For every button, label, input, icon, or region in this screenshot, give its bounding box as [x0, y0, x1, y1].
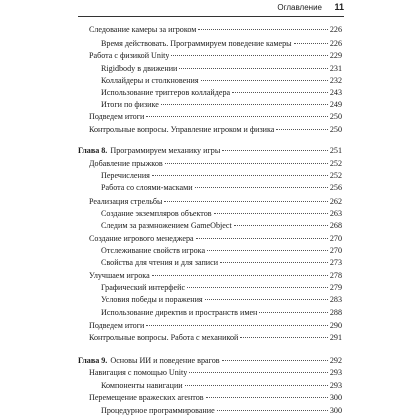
entry-title-text: Контрольные вопросы. Управление игроком и физика: [89, 125, 275, 134]
dot-leader: [171, 55, 327, 56]
toc-entry: [89, 50, 342, 62]
dot-leader: [222, 360, 328, 361]
entry-title-text: Графический интерфейс: [101, 283, 186, 292]
entry-title-text: Работа со слоями-масками: [101, 183, 193, 192]
header-page-number: 11: [334, 2, 344, 12]
entry-title-text: Реализация стрельбы: [89, 197, 163, 206]
toc-entry-title: [89, 124, 274, 136]
toc-entry-title: [101, 38, 292, 50]
toc-entry: [101, 75, 342, 87]
toc-entry-title: [101, 282, 185, 294]
toc-chapter-entry: [78, 355, 342, 367]
entry-title-text: Основы ИИ и поведение врагов: [110, 356, 220, 365]
dot-leader: [189, 372, 328, 373]
toc-entry: [89, 367, 342, 379]
dot-leader: [217, 410, 328, 411]
toc-entry-title: [101, 220, 232, 232]
dot-leader: [164, 201, 327, 202]
toc-entry-page: 243: [329, 88, 342, 97]
toc-entry-title: [101, 87, 230, 99]
toc-entry-title: [101, 245, 205, 257]
toc-entry: [101, 208, 342, 220]
entry-title-text: Программируем механику игры: [110, 146, 221, 155]
page-header: [78, 0, 344, 17]
toc-entry: [101, 294, 342, 306]
toc-entry-title: [101, 405, 215, 417]
dot-leader: [276, 129, 327, 130]
dot-leader: [187, 287, 328, 288]
toc-entry-title: [101, 63, 177, 75]
dot-leader: [207, 250, 328, 251]
toc-entry: [101, 245, 342, 257]
toc-entry: [101, 282, 342, 294]
toc-entry-title: [78, 145, 220, 157]
entry-title-text: Время действовать. Программируем поведение камеры: [101, 39, 292, 48]
dot-leader: [146, 116, 328, 117]
toc-entry-page: 293: [329, 381, 342, 390]
toc-entry: [101, 257, 342, 269]
toc-entry-page: 290: [329, 321, 342, 330]
dot-leader: [161, 104, 328, 105]
chapter-label: Глава 8.: [78, 146, 108, 155]
toc-entry-title: [89, 111, 144, 123]
dot-leader: [205, 299, 328, 300]
toc-entry-page: 252: [329, 159, 342, 168]
entry-title-text: Создание игрового менеджера: [89, 234, 194, 243]
entry-title-text: Навигация с помощью Unity: [89, 368, 188, 377]
toc-entry: [89, 332, 342, 344]
toc-entry: [89, 196, 342, 208]
toc-entry: [89, 124, 342, 136]
toc-entry-page: 293: [329, 368, 342, 377]
dot-leader: [259, 312, 327, 313]
entry-title-text: Использование триггеров коллайдера: [101, 88, 231, 97]
toc-chapter-entry: [78, 145, 342, 157]
toc-entry: [101, 170, 342, 182]
dot-leader: [294, 43, 328, 44]
entry-title-text: Перечисления: [101, 171, 150, 180]
toc-entry-page: 300: [329, 393, 342, 402]
dot-leader: [222, 150, 328, 151]
dot-leader: [201, 80, 328, 81]
dot-leader: [232, 92, 328, 93]
entry-title-text: Работа с физикой Unity: [89, 51, 170, 60]
toc-entry-title: [89, 270, 150, 282]
toc-entry-title: [101, 99, 159, 111]
toc-entry: [101, 38, 342, 50]
dot-leader: [179, 68, 327, 69]
toc-entry-title: [89, 233, 194, 245]
toc-entry-title: [89, 24, 196, 36]
dot-leader: [146, 325, 328, 326]
toc-entry-page: 226: [329, 25, 342, 34]
toc-entry: [101, 405, 342, 417]
toc-entry-page: 273: [329, 258, 342, 267]
toc-entry-title: [89, 320, 144, 332]
entry-title-text: Процедурное программирование: [101, 406, 215, 415]
toc-entry-page: 283: [329, 295, 342, 304]
entry-title-text: Условия победы и поражения: [101, 295, 203, 304]
entry-title-text: Создание экземпляров объектов: [101, 209, 212, 218]
toc-entry: [101, 87, 342, 99]
dot-leader: [152, 275, 328, 276]
toc-entry-title: [101, 294, 203, 306]
toc-entry: [101, 307, 342, 319]
dot-leader: [165, 163, 328, 164]
toc-entry-page: 249: [329, 100, 342, 109]
toc-entry-title: [78, 355, 220, 367]
toc-entry-page: 263: [329, 209, 342, 218]
dot-leader: [240, 337, 328, 338]
toc-entry: [101, 220, 342, 232]
dot-leader: [234, 225, 328, 226]
toc-entry: [101, 380, 342, 392]
entry-title-text: Добавление прыжков: [89, 159, 163, 168]
toc-entry: [89, 270, 342, 282]
toc-entry: [89, 233, 342, 245]
entry-title-text: Подведем итоги: [89, 112, 145, 121]
entry-title-text: Коллайдеры и столкновения: [101, 76, 199, 85]
entry-title-text: Rigidbody в движении: [101, 64, 178, 73]
toc-entry-page: 250: [329, 112, 342, 121]
dot-leader: [206, 397, 328, 398]
toc-entry-page: 278: [329, 271, 342, 280]
toc-entry-title: [101, 182, 193, 194]
toc-entry-title: [101, 170, 150, 182]
dot-leader: [214, 213, 328, 214]
toc-entry-page: 231: [329, 64, 342, 73]
entry-title-text: Улучшаем игрока: [89, 271, 150, 280]
entry-title-text: Использование директив и пространств имен: [101, 308, 258, 317]
toc-entry-page: 256: [329, 183, 342, 192]
toc-entry: [89, 320, 342, 332]
entry-title-text: Перемещение вражеских агентов: [89, 393, 204, 402]
dot-leader: [152, 175, 328, 176]
chapter-label: Глава 9.: [78, 356, 108, 365]
toc-entry-title: [89, 332, 238, 344]
entry-title-text: Следование камеры за игроком: [89, 25, 197, 34]
dot-leader: [196, 238, 328, 239]
toc-entry-title: [89, 196, 162, 208]
toc-entry: [89, 392, 342, 404]
toc-entry-page: 270: [329, 234, 342, 243]
toc-entry-page: 229: [329, 51, 342, 60]
dot-leader: [220, 262, 328, 263]
toc-entry: [89, 158, 342, 170]
toc-entry-page: 232: [329, 76, 342, 85]
toc-entry-page: 300: [329, 406, 342, 415]
toc-entry-page: 262: [329, 197, 342, 206]
toc-entry-page: 292: [329, 356, 342, 365]
toc-entry-title: [89, 392, 204, 404]
entry-title-text: Итоги по физике: [101, 100, 159, 109]
toc-entry: [101, 99, 342, 111]
entry-title-text: Подведем итоги: [89, 321, 145, 330]
toc-entry-title: [89, 50, 169, 62]
entry-title-text: Компоненты навигации: [101, 381, 183, 390]
dot-leader: [198, 29, 327, 30]
toc-entry-page: 251: [329, 146, 342, 155]
toc-entry-title: [101, 75, 199, 87]
toc-entry: [101, 63, 342, 75]
toc-entry-page: 270: [329, 246, 342, 255]
toc-entry-title: [101, 307, 257, 319]
toc-entry-page: 291: [329, 333, 342, 342]
entry-title-text: Отслеживание свойств игрока: [101, 246, 206, 255]
toc-entry: [89, 24, 342, 36]
entry-title-text: Контрольные вопросы. Работа с механикой: [89, 333, 239, 342]
toc-entry-title: [101, 380, 183, 392]
entry-title-text: Свойства для чтения и для записи: [101, 258, 219, 267]
dot-leader: [185, 385, 328, 386]
toc-entry-page: 252: [329, 171, 342, 180]
toc-entry-title: [89, 158, 163, 170]
toc-entry-page: 279: [329, 283, 342, 292]
toc-entry: [89, 111, 342, 123]
toc-entry-page: 288: [329, 308, 342, 317]
toc-entry-page: 268: [329, 221, 342, 230]
entry-title-text: Следим за размножением GameObject: [101, 221, 232, 230]
toc-entry-page: 250: [329, 125, 342, 134]
toc-entry: [101, 182, 342, 194]
toc-entry-title: [101, 208, 212, 220]
toc-entry-title: [101, 257, 218, 269]
running-title: Оглавление: [277, 3, 322, 12]
toc-entry-title: [89, 367, 187, 379]
toc-entry-page: 226: [329, 39, 342, 48]
dot-leader: [195, 187, 328, 188]
